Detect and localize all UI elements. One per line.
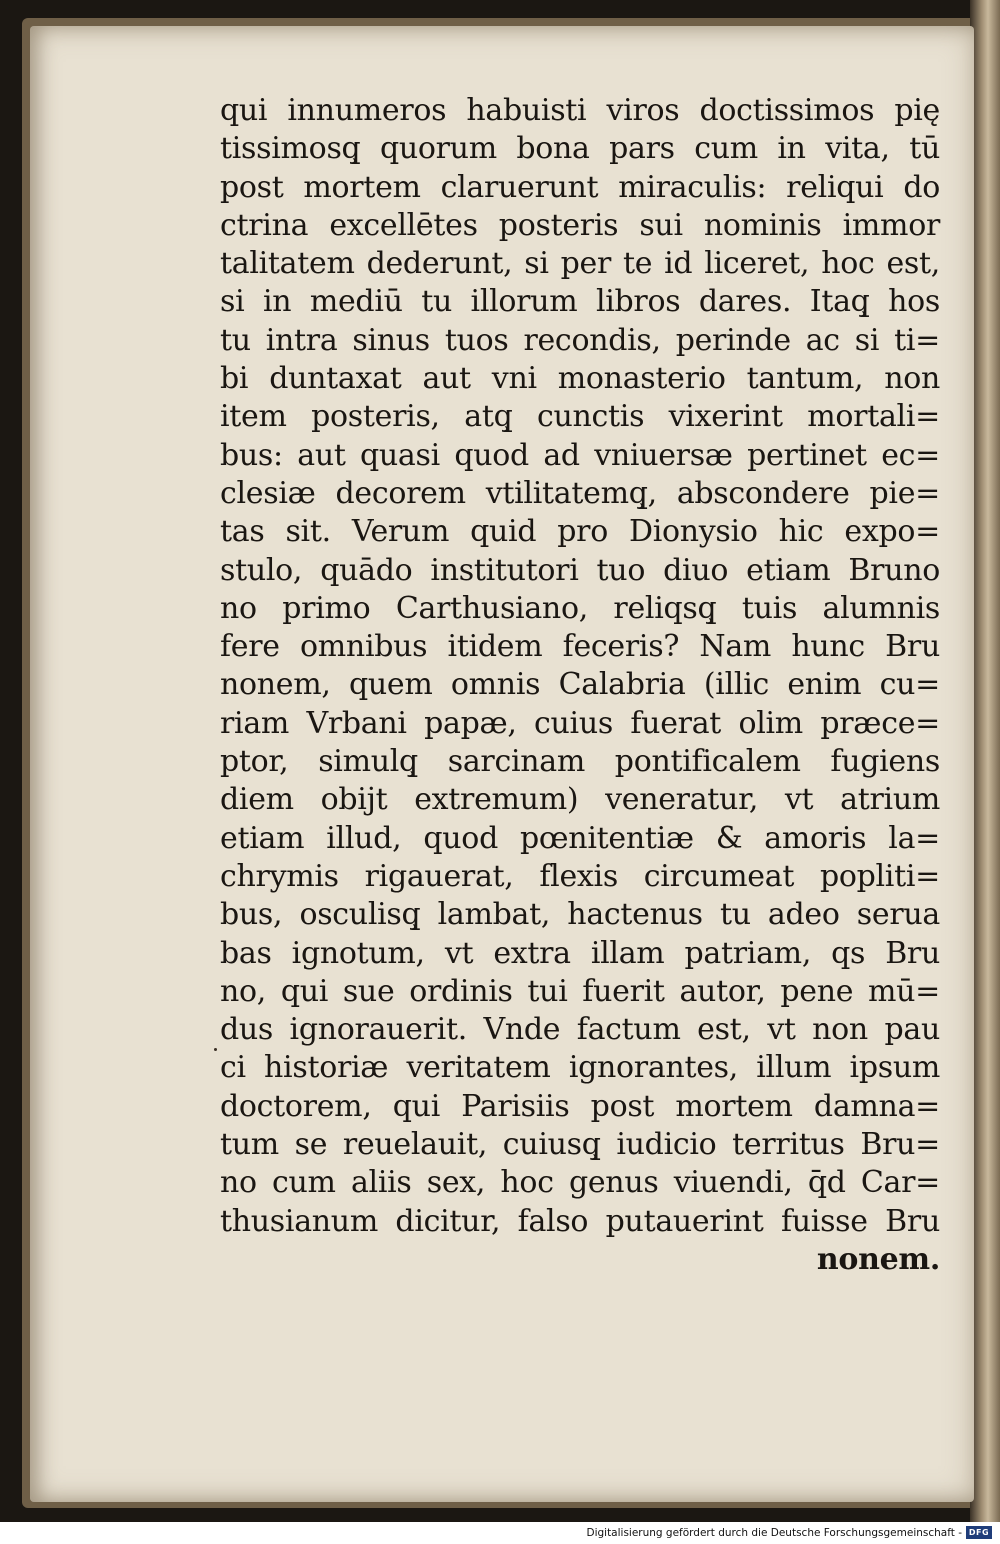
- text-line: tissimosq̧ quorum bona pars cum in vita, tū: [220, 131, 940, 167]
- text-line: bus: aut quasi quod ad vniuersæ pertinet ec=: [220, 437, 940, 473]
- ink-speck: [214, 1048, 217, 1051]
- text-line: stulo, quādo institutori tuo diuo etiam Bruno: [220, 552, 940, 588]
- text-line: post mortem claruerunt miraculis: reliqui do: [220, 169, 940, 205]
- text-line: bus, osculisq̧ lambat, hactenus tu adeo serua: [220, 897, 940, 933]
- text-line: dus ignorauerit. Vnde factum est, vt non pau: [220, 1012, 940, 1048]
- text-line: etiam illud, quod pœnitentiæ & amoris la=: [220, 820, 940, 856]
- text-line: diem obijt extremum) veneratur, vt atrium: [220, 782, 940, 818]
- footer-bar: [0, 1522, 1000, 1544]
- text-line: tu intra sinus tuos recondis, perinde ac si ti=: [220, 322, 940, 358]
- text-line: nonem, quem omnis Calabria (illic enim cu=: [220, 667, 940, 703]
- text-line: tas sit. Verum quid pro Dionysio hic expo=: [220, 514, 940, 550]
- text-line: no, qui sue ordinis tui fuerit autor, pene mū=: [220, 973, 940, 1009]
- text-line-final: nonem.: [816, 1241, 940, 1277]
- text-line: thusianum dicitur, falso putauerint fuisse Bru: [220, 1203, 940, 1239]
- dfg-logo-icon: DFG: [966, 1526, 992, 1539]
- text-line: fere omnibus itidem feceris? Nam hunc Bru: [220, 629, 940, 665]
- text-line: tum se reuelauit, cuiusq̧ iudicio territus Bru=: [220, 1127, 940, 1163]
- text-line: ci historiæ veritatem ignorantes, illum ipsum: [220, 1050, 940, 1086]
- text-line: talitatem dederunt, si per te id liceret, hoc est,: [220, 246, 940, 282]
- text-line: riam Vrbani papæ, cuius fuerat olim præce=: [220, 705, 940, 741]
- page-fore-edge: [970, 0, 1000, 1522]
- text-line: clesiæ decorem vtilitatemq̧, abscondere pie=: [220, 475, 940, 511]
- body-text: [220, 92, 940, 1279]
- text-line: si in mediū tu illorum libros dares. Itaq̧ hos: [220, 284, 940, 320]
- text-line: bas ignotum, vt extra illam patriam, qs Bru: [220, 935, 940, 971]
- text-line: ptor, simulq̧ sarcinam pontificalem fugiens: [220, 744, 940, 780]
- text-line: qui innumeros habuisti viros doctissimos pię: [220, 93, 940, 128]
- text-line: doctorem, qui Parisiis post mortem damna=: [220, 1088, 940, 1124]
- text-line: chrymis rigauerat, flexis circumeat popliti=: [220, 858, 940, 894]
- text-line: no primo Carthusiano, reliqsq̧ tuis alumnis: [220, 590, 940, 626]
- text-line: ctrina excellētes posteris sui nominis immor: [220, 207, 940, 243]
- text-line: no cum aliis sex, hoc genus viuendi, q̄d Car=: [220, 1165, 940, 1201]
- funding-credit: Digitalisierung gefördert durch die Deutsche Forschungsgemeinschaft -: [586, 1527, 962, 1539]
- text-line: bi duntaxat aut vni monasterio tantum, non: [220, 361, 940, 397]
- text-line: item posteris, atq̧ cunctis vixerint mortali=: [220, 399, 940, 435]
